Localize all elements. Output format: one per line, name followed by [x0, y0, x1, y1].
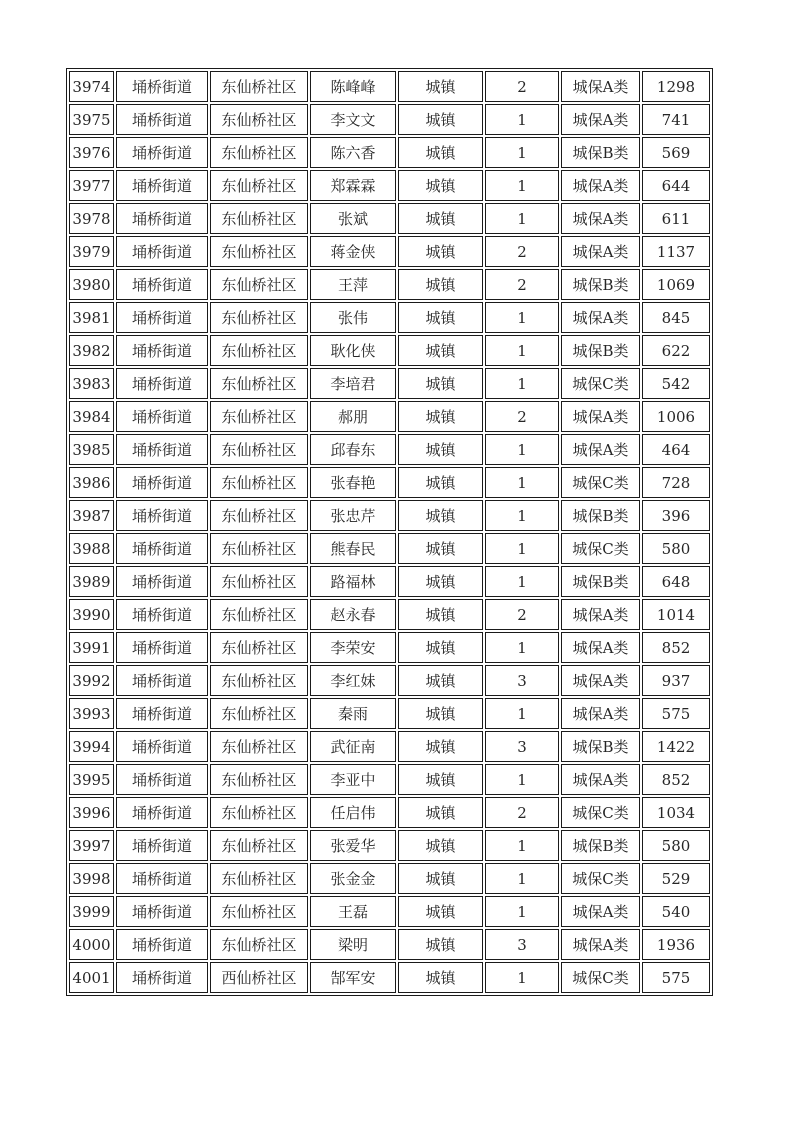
cell-community: 东仙桥社区	[210, 236, 308, 267]
cell-area-type: 城镇	[398, 368, 483, 399]
cell-person-name: 路福林	[310, 566, 396, 597]
cell-amount: 644	[642, 170, 710, 201]
cell-amount: 1006	[642, 401, 710, 432]
cell-insurance-category: 城保A类	[561, 698, 640, 729]
cell-amount: 575	[642, 698, 710, 729]
cell-area-type: 城镇	[398, 467, 483, 498]
cell-person-name: 赵永春	[310, 599, 396, 630]
cell-insurance-category: 城保A类	[561, 170, 640, 201]
cell-count: 2	[485, 269, 559, 300]
cell-street: 埇桥街道	[116, 599, 208, 630]
cell-person-name: 郝朋	[310, 401, 396, 432]
cell-amount: 1014	[642, 599, 710, 630]
table-row	[69, 599, 710, 630]
cell-serial-number: 3990	[69, 599, 114, 630]
cell-insurance-category: 城保C类	[561, 368, 640, 399]
cell-community: 东仙桥社区	[210, 434, 308, 465]
cell-serial-number: 3980	[69, 269, 114, 300]
cell-street: 埇桥街道	[116, 929, 208, 960]
cell-area-type: 城镇	[398, 269, 483, 300]
cell-amount: 937	[642, 665, 710, 696]
cell-serial-number: 3993	[69, 698, 114, 729]
cell-area-type: 城镇	[398, 599, 483, 630]
cell-count: 2	[485, 401, 559, 432]
cell-community: 东仙桥社区	[210, 500, 308, 531]
cell-person-name: 邱春东	[310, 434, 396, 465]
cell-count: 1	[485, 632, 559, 663]
cell-community: 东仙桥社区	[210, 665, 308, 696]
cell-amount: 1034	[642, 797, 710, 828]
records-table	[66, 68, 713, 996]
cell-insurance-category: 城保C类	[561, 467, 640, 498]
cell-amount: 852	[642, 764, 710, 795]
cell-serial-number: 3996	[69, 797, 114, 828]
cell-community: 东仙桥社区	[210, 929, 308, 960]
table-row	[69, 797, 710, 828]
cell-insurance-category: 城保B类	[561, 269, 640, 300]
cell-insurance-category: 城保A类	[561, 302, 640, 333]
cell-serial-number: 4001	[69, 962, 114, 993]
cell-area-type: 城镇	[398, 236, 483, 267]
cell-community: 东仙桥社区	[210, 764, 308, 795]
cell-serial-number: 3977	[69, 170, 114, 201]
cell-count: 3	[485, 731, 559, 762]
cell-person-name: 耿化侠	[310, 335, 396, 366]
cell-area-type: 城镇	[398, 500, 483, 531]
cell-area-type: 城镇	[398, 566, 483, 597]
cell-amount: 542	[642, 368, 710, 399]
cell-count: 2	[485, 71, 559, 102]
cell-insurance-category: 城保A类	[561, 203, 640, 234]
cell-area-type: 城镇	[398, 170, 483, 201]
cell-count: 1	[485, 137, 559, 168]
cell-count: 1	[485, 764, 559, 795]
cell-insurance-category: 城保C类	[561, 863, 640, 894]
table-row	[69, 368, 710, 399]
cell-person-name: 张春艳	[310, 467, 396, 498]
cell-community: 东仙桥社区	[210, 302, 308, 333]
cell-insurance-category: 城保A类	[561, 665, 640, 696]
cell-community: 东仙桥社区	[210, 467, 308, 498]
cell-person-name: 梁明	[310, 929, 396, 960]
cell-insurance-category: 城保A类	[561, 104, 640, 135]
table-row	[69, 731, 710, 762]
cell-area-type: 城镇	[398, 533, 483, 564]
cell-count: 2	[485, 599, 559, 630]
cell-person-name: 张金金	[310, 863, 396, 894]
cell-count: 3	[485, 665, 559, 696]
cell-person-name: 李亚中	[310, 764, 396, 795]
cell-count: 1	[485, 203, 559, 234]
table-row	[69, 962, 710, 993]
cell-amount: 1069	[642, 269, 710, 300]
records-table-body	[69, 71, 710, 993]
cell-serial-number: 3992	[69, 665, 114, 696]
cell-insurance-category: 城保B类	[561, 731, 640, 762]
cell-amount: 464	[642, 434, 710, 465]
cell-amount: 728	[642, 467, 710, 498]
cell-count: 1	[485, 434, 559, 465]
cell-amount: 1936	[642, 929, 710, 960]
table-row	[69, 269, 710, 300]
cell-person-name: 陈六香	[310, 137, 396, 168]
cell-insurance-category: 城保A类	[561, 71, 640, 102]
cell-street: 埇桥街道	[116, 137, 208, 168]
table-row	[69, 764, 710, 795]
cell-community: 东仙桥社区	[210, 896, 308, 927]
cell-amount: 580	[642, 533, 710, 564]
table-row	[69, 71, 710, 102]
cell-community: 东仙桥社区	[210, 533, 308, 564]
table-row	[69, 104, 710, 135]
cell-area-type: 城镇	[398, 632, 483, 663]
cell-count: 2	[485, 236, 559, 267]
cell-person-name: 李培君	[310, 368, 396, 399]
cell-amount: 580	[642, 830, 710, 861]
cell-community: 东仙桥社区	[210, 632, 308, 663]
cell-community: 东仙桥社区	[210, 203, 308, 234]
cell-count: 1	[485, 962, 559, 993]
cell-count: 1	[485, 896, 559, 927]
table-row	[69, 533, 710, 564]
cell-area-type: 城镇	[398, 401, 483, 432]
cell-area-type: 城镇	[398, 665, 483, 696]
cell-amount: 575	[642, 962, 710, 993]
cell-community: 东仙桥社区	[210, 599, 308, 630]
cell-community: 东仙桥社区	[210, 797, 308, 828]
cell-insurance-category: 城保A类	[561, 929, 640, 960]
cell-serial-number: 3974	[69, 71, 114, 102]
cell-person-name: 武征南	[310, 731, 396, 762]
cell-community: 东仙桥社区	[210, 566, 308, 597]
cell-person-name: 李荣安	[310, 632, 396, 663]
cell-person-name: 郑霖霖	[310, 170, 396, 201]
cell-amount: 611	[642, 203, 710, 234]
cell-community: 东仙桥社区	[210, 104, 308, 135]
cell-count: 1	[485, 170, 559, 201]
cell-count: 1	[485, 302, 559, 333]
cell-community: 东仙桥社区	[210, 698, 308, 729]
cell-community: 东仙桥社区	[210, 830, 308, 861]
cell-area-type: 城镇	[398, 104, 483, 135]
cell-person-name: 王磊	[310, 896, 396, 927]
cell-street: 埇桥街道	[116, 830, 208, 861]
cell-street: 埇桥街道	[116, 896, 208, 927]
cell-insurance-category: 城保A类	[561, 236, 640, 267]
cell-area-type: 城镇	[398, 731, 483, 762]
cell-serial-number: 3988	[69, 533, 114, 564]
table-row	[69, 170, 710, 201]
cell-person-name: 郜军安	[310, 962, 396, 993]
cell-area-type: 城镇	[398, 302, 483, 333]
table-row	[69, 203, 710, 234]
cell-amount: 540	[642, 896, 710, 927]
cell-community: 东仙桥社区	[210, 335, 308, 366]
cell-street: 埇桥街道	[116, 203, 208, 234]
cell-amount: 1298	[642, 71, 710, 102]
cell-amount: 569	[642, 137, 710, 168]
cell-person-name: 张忠芹	[310, 500, 396, 531]
cell-area-type: 城镇	[398, 71, 483, 102]
cell-serial-number: 3982	[69, 335, 114, 366]
cell-street: 埇桥街道	[116, 632, 208, 663]
table-row	[69, 830, 710, 861]
cell-insurance-category: 城保B类	[561, 335, 640, 366]
cell-person-name: 张爱华	[310, 830, 396, 861]
cell-area-type: 城镇	[398, 962, 483, 993]
table-row	[69, 236, 710, 267]
cell-serial-number: 3979	[69, 236, 114, 267]
cell-person-name: 张斌	[310, 203, 396, 234]
cell-count: 1	[485, 500, 559, 531]
cell-amount: 741	[642, 104, 710, 135]
cell-street: 埇桥街道	[116, 797, 208, 828]
cell-insurance-category: 城保C类	[561, 533, 640, 564]
cell-street: 埇桥街道	[116, 962, 208, 993]
cell-street: 埇桥街道	[116, 764, 208, 795]
table-row	[69, 896, 710, 927]
cell-area-type: 城镇	[398, 335, 483, 366]
cell-street: 埇桥街道	[116, 104, 208, 135]
cell-street: 埇桥街道	[116, 236, 208, 267]
cell-person-name: 王萍	[310, 269, 396, 300]
cell-serial-number: 3999	[69, 896, 114, 927]
cell-count: 3	[485, 929, 559, 960]
cell-person-name: 秦雨	[310, 698, 396, 729]
cell-street: 埇桥街道	[116, 269, 208, 300]
cell-person-name: 蒋金侠	[310, 236, 396, 267]
cell-community: 西仙桥社区	[210, 962, 308, 993]
cell-insurance-category: 城保C类	[561, 797, 640, 828]
cell-area-type: 城镇	[398, 698, 483, 729]
cell-community: 东仙桥社区	[210, 731, 308, 762]
cell-count: 1	[485, 698, 559, 729]
cell-street: 埇桥街道	[116, 665, 208, 696]
cell-serial-number: 3981	[69, 302, 114, 333]
cell-amount: 529	[642, 863, 710, 894]
cell-count: 1	[485, 863, 559, 894]
cell-amount: 852	[642, 632, 710, 663]
cell-community: 东仙桥社区	[210, 368, 308, 399]
cell-insurance-category: 城保B类	[561, 137, 640, 168]
cell-insurance-category: 城保B类	[561, 566, 640, 597]
cell-person-name: 任启伟	[310, 797, 396, 828]
table-row	[69, 434, 710, 465]
cell-community: 东仙桥社区	[210, 401, 308, 432]
cell-insurance-category: 城保C类	[561, 962, 640, 993]
cell-serial-number: 3976	[69, 137, 114, 168]
cell-area-type: 城镇	[398, 797, 483, 828]
cell-community: 东仙桥社区	[210, 269, 308, 300]
cell-count: 1	[485, 335, 559, 366]
cell-area-type: 城镇	[398, 896, 483, 927]
cell-insurance-category: 城保A类	[561, 434, 640, 465]
cell-community: 东仙桥社区	[210, 71, 308, 102]
cell-street: 埇桥街道	[116, 335, 208, 366]
cell-insurance-category: 城保B类	[561, 500, 640, 531]
cell-serial-number: 3986	[69, 467, 114, 498]
cell-serial-number: 3998	[69, 863, 114, 894]
cell-serial-number: 3987	[69, 500, 114, 531]
cell-serial-number: 3995	[69, 764, 114, 795]
cell-insurance-category: 城保B类	[561, 830, 640, 861]
cell-count: 1	[485, 368, 559, 399]
cell-serial-number: 3985	[69, 434, 114, 465]
table-row	[69, 401, 710, 432]
table-row	[69, 632, 710, 663]
cell-street: 埇桥街道	[116, 698, 208, 729]
cell-amount: 648	[642, 566, 710, 597]
cell-amount: 845	[642, 302, 710, 333]
cell-street: 埇桥街道	[116, 467, 208, 498]
cell-insurance-category: 城保A类	[561, 401, 640, 432]
cell-street: 埇桥街道	[116, 533, 208, 564]
cell-street: 埇桥街道	[116, 368, 208, 399]
cell-area-type: 城镇	[398, 830, 483, 861]
cell-serial-number: 3991	[69, 632, 114, 663]
cell-area-type: 城镇	[398, 137, 483, 168]
cell-person-name: 张伟	[310, 302, 396, 333]
cell-serial-number: 3984	[69, 401, 114, 432]
cell-area-type: 城镇	[398, 203, 483, 234]
table-row	[69, 929, 710, 960]
table-row	[69, 863, 710, 894]
cell-amount: 1422	[642, 731, 710, 762]
cell-street: 埇桥街道	[116, 731, 208, 762]
cell-street: 埇桥街道	[116, 500, 208, 531]
cell-person-name: 陈峰峰	[310, 71, 396, 102]
table-row	[69, 467, 710, 498]
cell-serial-number: 3978	[69, 203, 114, 234]
cell-insurance-category: 城保A类	[561, 632, 640, 663]
cell-serial-number: 4000	[69, 929, 114, 960]
table-row	[69, 137, 710, 168]
cell-area-type: 城镇	[398, 764, 483, 795]
cell-person-name: 熊春民	[310, 533, 396, 564]
cell-amount: 396	[642, 500, 710, 531]
cell-area-type: 城镇	[398, 929, 483, 960]
cell-street: 埇桥街道	[116, 566, 208, 597]
cell-area-type: 城镇	[398, 434, 483, 465]
cell-street: 埇桥街道	[116, 71, 208, 102]
cell-count: 1	[485, 533, 559, 564]
cell-insurance-category: 城保A类	[561, 599, 640, 630]
cell-insurance-category: 城保A类	[561, 764, 640, 795]
cell-count: 1	[485, 566, 559, 597]
cell-serial-number: 3989	[69, 566, 114, 597]
table-row	[69, 500, 710, 531]
cell-insurance-category: 城保A类	[561, 896, 640, 927]
table-row	[69, 665, 710, 696]
cell-serial-number: 3975	[69, 104, 114, 135]
cell-count: 2	[485, 797, 559, 828]
cell-community: 东仙桥社区	[210, 137, 308, 168]
table-row	[69, 335, 710, 366]
cell-community: 东仙桥社区	[210, 170, 308, 201]
cell-street: 埇桥街道	[116, 302, 208, 333]
cell-count: 1	[485, 104, 559, 135]
table-row	[69, 302, 710, 333]
cell-person-name: 李文文	[310, 104, 396, 135]
cell-street: 埇桥街道	[116, 401, 208, 432]
cell-serial-number: 3983	[69, 368, 114, 399]
cell-amount: 622	[642, 335, 710, 366]
cell-serial-number: 3997	[69, 830, 114, 861]
cell-count: 1	[485, 467, 559, 498]
table-row	[69, 566, 710, 597]
cell-count: 1	[485, 830, 559, 861]
cell-street: 埇桥街道	[116, 434, 208, 465]
cell-community: 东仙桥社区	[210, 863, 308, 894]
cell-street: 埇桥街道	[116, 863, 208, 894]
cell-area-type: 城镇	[398, 863, 483, 894]
cell-street: 埇桥街道	[116, 170, 208, 201]
cell-amount: 1137	[642, 236, 710, 267]
cell-serial-number: 3994	[69, 731, 114, 762]
cell-person-name: 李红妹	[310, 665, 396, 696]
table-row	[69, 698, 710, 729]
